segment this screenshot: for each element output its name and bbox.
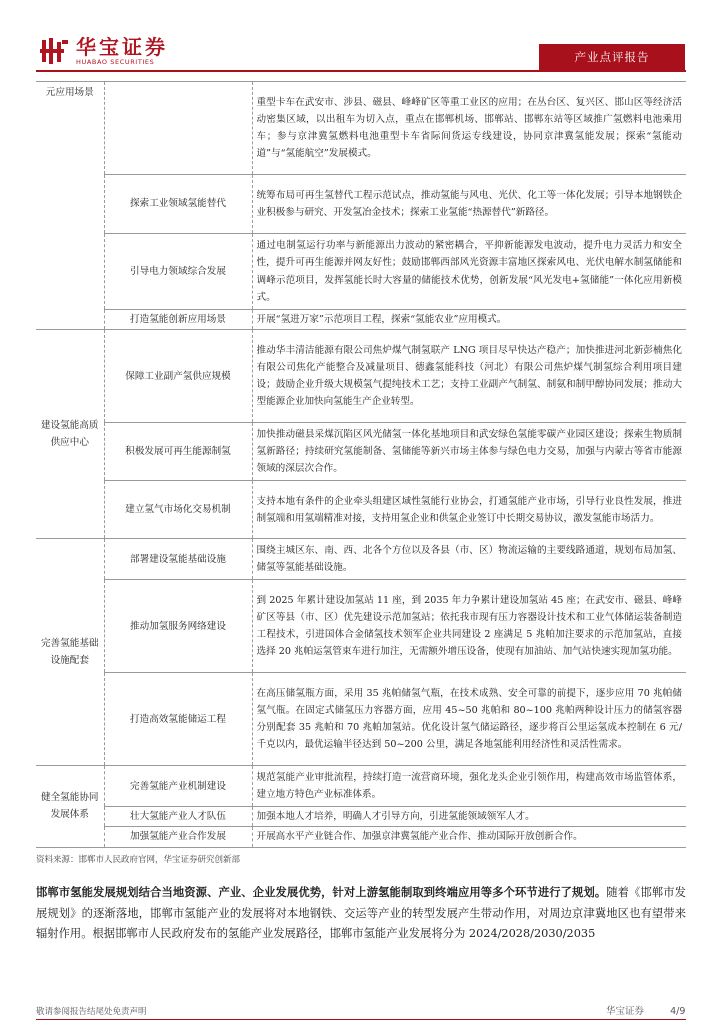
table-row [36, 175, 686, 234]
category-cell: 完善氢能基础设施配套 [36, 539, 104, 766]
logo-english-name: HUABAO SECURITIES [76, 58, 155, 66]
description-cell: 推动华丰清洁能源有限公司焦炉煤气制氢联产 LNG 项目尽早快达产稳产；加快推进河北新彭楠焦化有限公司焦化产能整合及减量项目、德鑫氢能科技（河北）有限公司焦炉煤气制氢综合利用项目建设；鼓励企业升级大规模氢气提纯技术工艺；支持工业副产气制氢、制氨和制甲醇协同发展；推动大型能源企业加快向氢能生产企业转型。 [252, 330, 686, 423]
table-source-note: 资料来源：邯郸市人民政府官网，华宝证券研究创新部 [36, 855, 241, 865]
category-cell: 建设氢能高质供应中心 [36, 330, 104, 539]
table-row [36, 539, 686, 580]
description-cell: 加强本地人才培养，明确人才引导方向，引进氢能领域领军人才。 [252, 807, 686, 827]
paragraph-body: 随着《邯郸市发展规划》的逐渐落地，邯郸市氢能产业的发展将对本地钢铁、交运等产业的转型发展产生带动作用，对周边京津冀地区也有望带来辐射作用。根据邯郸市人民政府发布的氢能产业发展路径，邯郸市氢能产业发展将分为 2024/2028/2030/2035 [36, 886, 686, 940]
item-cell: 打造氢能创新应用场景 [104, 310, 252, 330]
description-cell: 围绕主城区东、南、西、北各个方位以及各县（市、区）物流运输的主要线路通道，规划布局加氢、储氢等氢能基础设施。 [252, 539, 686, 580]
table-row [36, 827, 686, 847]
footer-page-info [606, 1003, 685, 1017]
item-cell: 推动加氢服务网络建设 [104, 580, 252, 673]
footer-disclaimer: 敬请参阅报告结尾处免责声明 [36, 1007, 147, 1017]
table-row [36, 310, 686, 330]
company-logo [40, 36, 168, 66]
item-cell: 部署建设氢能基础设施 [104, 539, 252, 580]
table-row [36, 807, 686, 827]
table-row [36, 673, 686, 766]
description-cell: 开展“氢进万家”示范项目工程，探索“氢能农业”应用模式。 [252, 310, 686, 330]
body-paragraph [36, 882, 686, 945]
item-cell: 壮大氢能产业人才队伍 [104, 807, 252, 827]
item-cell: 保障工业副产氢供应规模 [104, 330, 252, 423]
description-cell: 在高压储氢瓶方面，采用 35 兆帕储氢气瓶，在技术成熟、安全可靠的前提下，逐步应用 70 兆帕储氢气瓶。在固定式储氢压力容器方面，应用 45~50 兆帕和 80~100 兆帕两种设计压力的储氢容器分别配套 35 兆帕和 70 兆帕加氢站。优化设计氢气储运路径，逐步将百公里运氢成本控制在 6 元/千克以内，最优运输半径达到 50~200 公里，满足各地氢能利用经济性和灵活性需求。 [252, 673, 686, 766]
description-cell: 重型卡车在武安市、涉县、磁县、峰峰矿区等重工业区的应用；在丛台区、复兴区、邯山区等经济活动密集区域，以出租车为切入点，重点在邯郸机场、邯郸站、邯郸东站等区域推广氢燃料电池乘用车；参与京津冀氢燃料电池重型卡车省际间货运专线建设，协同京津冀氢能发展；探索“氢能动道”与“氢能航空”发展模式。 [252, 82, 686, 175]
page-header [0, 0, 724, 80]
page-number: 4/9 [670, 1006, 686, 1017]
footer-divider [36, 1019, 686, 1020]
description-cell: 加快推动磁县采煤沉陷区风光储氢一体化基地项目和武安绿色氢能零碳产业园区建设；探索生物质制氢新路径；持续研究氢能制备、氢储能等新兴市场主体参与绿色电力交易，加强与内蒙古等省市能源领域的深层次合作。 [252, 423, 686, 481]
report-type-badge: 产业点评报告 [539, 44, 685, 70]
item-cell: 加强氢能产业合作发展 [104, 827, 252, 847]
table-row [36, 330, 686, 423]
table-row [36, 234, 686, 310]
paragraph-lead: 邯郸市氢能发展规划结合当地资源、产业、企业发展优势，针对上游氢能制取到终端应用等多个环节进行了规划。 [36, 885, 607, 899]
description-cell: 规范氢能产业审批流程，持续打造一流营商环境，强化龙头企业引领作用，构建高效市场监管体系，建立地方特色产业标准体系。 [252, 766, 686, 807]
item-cell: 探索工业领域氢能替代 [104, 175, 252, 234]
hydrogen-plan-table-body [36, 81, 686, 848]
item-cell [104, 82, 252, 175]
description-cell: 支持本地有条件的企业牵头组建区域性氢能行业协会，打通氢能产业市场，引导行业良性发展，推进制氢端和用氢端精准对接，支持用氢企业和供氢企业签订中长期交易协议，激发氢能市场活力。 [252, 481, 686, 539]
logo-mark-icon [40, 38, 70, 64]
description-cell: 开展高水平产业链合作、加强京津冀氢能产业合作、推动国际开放创新合作。 [252, 827, 686, 847]
item-cell: 建立氢气市场化交易机制 [104, 481, 252, 539]
table-row [36, 580, 686, 673]
item-cell: 引导电力领域综合发展 [104, 234, 252, 310]
category-cell: 健全氢能协同发展体系 [36, 766, 104, 847]
logo-chinese-name: 华宝证券 [76, 35, 168, 59]
description-cell: 统筹布局可再生氢替代工程示范试点，推动氢能与风电、光伏、化工等一体化发展；引导本地钢铁企业积极参与研究、开发氢冶金技术；探索工业氢能“热源替代”新路径。 [252, 175, 686, 234]
table-row [36, 481, 686, 539]
description-cell: 到 2025 年累计建设加氢站 11 座，到 2035 年力争累计建设加氢站 45 座；在武安市、磁县、峰峰矿区等县（市、区）优先建设示范加氢站；依托我市现有压力容器设计技术和工业气体储运装备制造工程技术，引进国体合金储氢技术领军企业共同建设 2 座满足 5 兆帕加注要求的示范加氢站，直接选择 20 兆帕运氢管束车进行加注，无需额外增压设备，使现有加油站、加气站快速实现加氢功能。 [252, 580, 686, 673]
description-cell: 通过电制氢运行功率与新能源出力波动的紧密耦合，平抑新能源发电波动，提升电力灵活力和安全性，提升可再生能源并网友好性；鼓励邯郸西部风光资源丰富地区探索风电、光伏电解水制氢储能和调峰示范项目，发挥氢能长时大容量的储能技术优势，创新发展“风光发电+氢储能”一体化应用新模式。 [252, 234, 686, 310]
table-row [36, 423, 686, 481]
item-cell: 积极发展可再生能源制氢 [104, 423, 252, 481]
header-divider [36, 70, 686, 72]
table-row [36, 82, 686, 175]
item-cell: 打造高效氢能储运工程 [104, 673, 252, 766]
item-cell: 完善氢能产业机制建设 [104, 766, 252, 807]
category-cell: 元应用场景 [36, 82, 104, 330]
table-row [36, 766, 686, 807]
footer-company: 华宝证券 [606, 1006, 645, 1017]
